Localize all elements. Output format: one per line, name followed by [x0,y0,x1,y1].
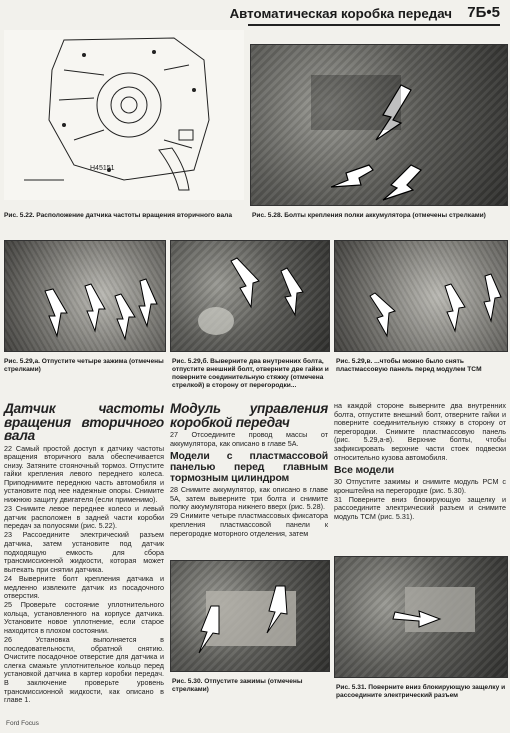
figure-5-30-caption: Рис. 5.30. Отпустите зажимы (отмечены стрелками) [172,678,303,693]
paragraph: 29 Снимите четыре пластмассовых фиксатора крепления пластмассовой панели к перегородке моторного отделения, затем [170,511,328,538]
figure-5-31-photo [334,556,508,678]
figure-5-22-drawing [4,30,244,200]
figure-5-29a-photo [4,240,166,352]
transmission-drawing-icon [4,30,244,200]
paragraph: на каждой стороне выверните два внутренних болта, отпустите внешний болт, отверните гайки и поверните соединительную стяжку в сторону от перегородки. Снимите пластмассовую панель (рис. 5.29,а-в). Верхние болты, чтобы зафиксировать верхние части стоек подвески относительно кузова автомобиля. [334,401,506,462]
figure-5-29a-caption: Рис. 5.29,а. Отпустите четыре зажима (отмечены стрелками) [4,358,164,373]
figure-5-22-caption: Рис. 5.22. Расположение датчика частоты вращения вторичного вала [4,212,232,219]
figure-5-29b-photo [170,240,330,352]
text-column-2 [170,402,328,539]
subheading-all-models: Все модели [334,465,395,477]
text-column-3 [334,402,506,522]
figure-5-29c-caption: Рис. 5.29,в. ...чтобы можно было снять пластмассовую панель перед модулем TCM [336,358,482,373]
paragraph: 31 Поверните вниз блокирующую защелку и рассоедините электрический разъем и снимите модуль TCM (рис. 5.31). [334,494,506,522]
paragraph: 24 Выверните болт крепления датчика и медленно извлеките датчик из посадочного отверстия. [4,573,164,601]
paragraph: 22 Самый простой доступ к датчику частоты вращения вторичного вала обеспечивается снизу. Затяните стояночный тормоз. Отпустите гайки крепления левого переднего колеса. Приподнимите переднюю часть автомобиля и установите под нее надежные опоры. Снимите нижнюю защиту двигателя (если применимо). [4,443,164,505]
figure-code-label: H45151 [90,165,115,172]
subheading-plastic-panel-models: Модели с пластмассовой панелью перед главным тормозным цилиндром [170,451,328,485]
text-column-1 [4,402,164,705]
arrow-markers-icon [335,557,507,677]
figure-5-29b-caption: Рис. 5.29,б. Выверните два внутренних болта, отпустите внешний болт, отверните две гайки и поверните соединительную стяжку (отмечена стрелкой) в сторону от перегородки... [172,358,329,389]
header-rule [248,24,500,26]
running-header-title: Автоматическая коробка передач [229,6,452,21]
figure-5-29c-photo [334,240,508,352]
paragraph: 28 Снимите аккумулятор, как описано в главе 5А, затем выверните три болта и снимите полку аккумулятора нижнего вверх (рис. 5.28). [170,485,328,512]
arrow-markers-icon [171,561,329,671]
footer-book-title: Ford Focus [6,720,39,727]
section-heading-output-shaft-sensor: Датчик частоты вращения вторичного вала [4,401,164,443]
arrow-markers-icon [251,45,507,205]
arrow-markers-icon [335,241,507,351]
paragraph: 30 Отпустите зажимы и снимите модуль PCM с кронштейна на перегородке (рис. 5.30). [334,477,506,495]
section-number: 7Б•5 [467,4,500,21]
section-heading-tcm: Модуль управления коробкой передач [170,401,328,430]
paragraph: 25 Проверьте состояние уплотнительного кольца, установленного на корпусе датчика. Установите новое уплотнение, если старое находится в плохом состоянии. [4,600,164,635]
arrow-markers-icon [5,241,165,351]
figure-5-30-photo [170,560,330,672]
paragraph: 27 Отсоедините провод массы от аккумулятора, как описано в главе 5А. [170,430,328,448]
figure-5-28-photo [250,44,508,206]
paragraph: 23 Рассоедините электрический разъем датчика, затем установите под датчик подходящую емкость для сбора трансмиссионной жидкости, которая может вытекать при снятии датчика. [4,530,164,574]
paragraph: 26 Установка выполняется в последовательности, обратной снятию. Очистите посадочное отверстие для датчика и слегка смажьте уплотнительное кольцо перед установкой датчика в картер коробки передач. В заключение проверьте уровень трансмиссионной жидкости, как описано в главе 1. [4,635,164,705]
arrow-markers-icon [171,241,329,351]
paragraph: 23 Снимите левое переднее колесо и левый датчик расположен в задней части коробки передач за полуосями (рис. 5.22). [4,504,164,531]
figure-5-31-caption: Рис. 5.31. Поверните вниз блокирующую защелку и рассоедините электрический разъем [336,684,506,699]
figure-5-28-caption: Рис. 5.28. Болты крепления полки аккумулятора (отмечены стрелками) [252,212,486,219]
